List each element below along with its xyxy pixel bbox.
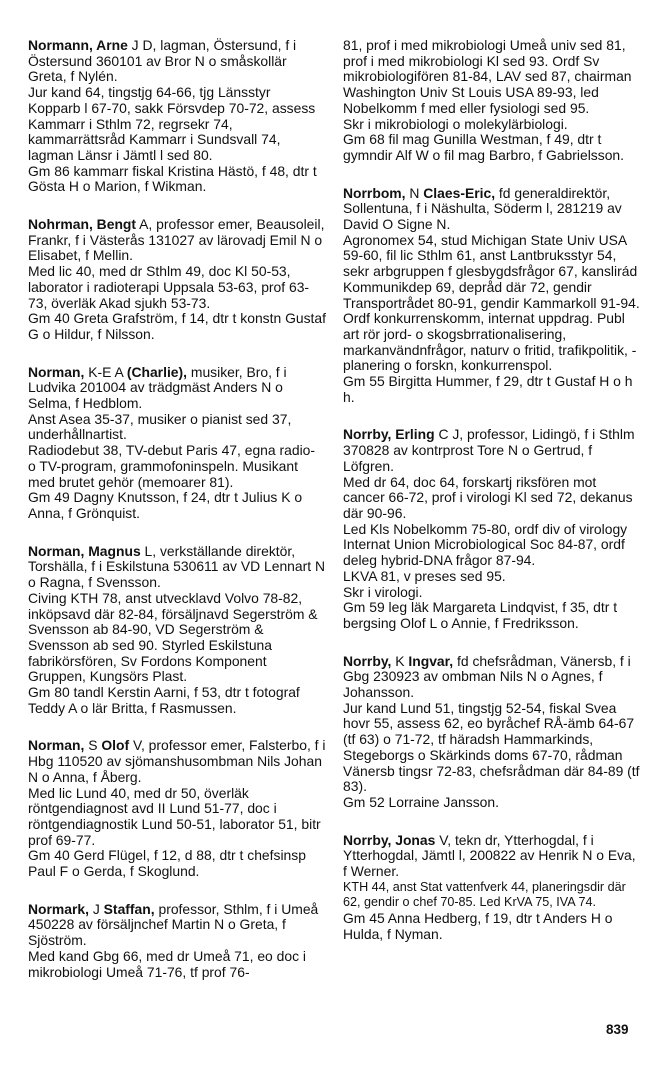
entry-line: Radiodebut 38, TV-debut Paris 47, egna radio- o TV-program, grammofoninspeln. Musikant med brutet gehör (memoarer 81).	[28, 442, 316, 490]
entry-line: Gm 80 tandl Kerstin Aarni, f 53, dtr t fotograf Teddy A o lär Britta, f Rasmussen.	[28, 684, 300, 716]
entry-line: KTH 44, anst Stat vattenfverk 44, planeringsdir där 62, gendir o chef 70-85. Led KrVA 75, IVA 74.	[343, 879, 626, 910]
entry-head-text: musiker, Bro, f i Ludvika 201004 av trädgmäst Anders N o Selma, f Hedblom.	[28, 363, 287, 412]
entry-name: Norrby, Jonas	[343, 831, 436, 848]
entry-name: Norman,	[28, 363, 85, 380]
entry-head	[343, 833, 641, 880]
entry-name: Normann, Arne	[28, 37, 128, 53]
entry-line: Med lic 40, med dr Sthlm 49, doc Kl 50-53, laborator i radioterapi Uppsala 53-63, prof 63-73, överläk Akad sjukh 53-73.	[28, 263, 310, 311]
entry-head	[28, 365, 326, 412]
entry-head	[343, 427, 641, 474]
entry-head	[28, 738, 326, 785]
right-column	[343, 38, 641, 965]
entry-line: Gm 59 leg läk Margareta Lindqvist, f 35, dtr t bergsing Olof L o Annie, f Fredriksson.	[343, 599, 618, 631]
entry-head	[343, 186, 641, 233]
entry-called-name: Claes-Eric,	[423, 184, 496, 201]
entry-line: LKVA 81, v preses sed 95.	[343, 567, 506, 584]
entry-line: Gm 86 kammarr fiskal Kristina Hästö, f 48, dtr t Gösta H o Marion, f Wikman.	[28, 162, 317, 195]
entry-head-text: V, professor emer, Falsterbo, f i Hbg 110520 av sjömanshusombman Nils Johan N o Anna, f Åberg.	[28, 737, 326, 785]
entry-line: Agronomex 54, stud Michigan State Univ USA 59-60, fil lic Sthlm 61, anst Lantbruksstyr 54, sekr arbgruppen f glesbygdsfrågor 67, kanslirád Kommunikdep 69, depråd där 72, gendir Transportrådet 80-91, gendir Kammarkoll 91-94.	[343, 231, 640, 311]
entry-line: 81, prof i med mikrobiologi Umeå univ sed 81, prof i med mikrobiologi Kl sed 93. Ordf Sv mikrobiologifören 81-84, LAV sed 87, chairman Washington Univ St Louis USA 89-93, led Nobelkomm f med eller fysiologi sed 95.	[343, 37, 632, 116]
entry-head	[28, 38, 326, 85]
entry-name: Norrby,	[343, 652, 392, 669]
entry-head-text: fd generaldirektör, Sollentuna, f i Näshulta, Söderm l, 281219 av David O Signe N.	[343, 184, 622, 233]
entry-norman-olof	[28, 738, 326, 879]
entry-line: Med dr 64, doc 64, forskartj riksfören mot cancer 66-72, prof i virologi Kl sed 72, dekanus där 90-96.	[343, 473, 633, 521]
entry-line: Gm 45 Anna Hedberg, f 19, dtr t Anders H o Hulda, f Nyman.	[343, 910, 613, 942]
entry-norrby-ingvar	[343, 654, 641, 811]
entry-head-text: C J, professor, Lidingö, f i Sthlm 370828 av kontrprost Tore N o Gertrud, f Löfgren.	[343, 426, 635, 474]
entry-name: Norrbom,	[343, 184, 406, 201]
entry-initials: K-E A	[84, 363, 127, 380]
entry-head-text: fd chefsrådman, Vänersb, f i Gbg 230923 av ombman Nils N o Agnes, f Johansson.	[343, 652, 631, 701]
entry-line: Med kand Gbg 66, med dr Umeå 71, eo doc i mikrobiologi Umeå 71-76, tf prof 76-	[28, 947, 306, 980]
entry-line: Ordf konkurrenskomm, internat uppdrag. Publ art rör jord- o skogsbrrationalisering, markanvändnfrågor, naturv o fritid, trafikpolitik, -planering o forskn, konkurrenspol.	[343, 310, 637, 374]
entry-normark-staffan	[28, 902, 326, 981]
entry-norrby-erling	[343, 427, 641, 631]
entry-head-text: J D, lagman, Östersund, f i Östersund 360101 av Bror N o småskollär Greta, f Nylén.	[28, 37, 297, 85]
entry-line: Gm 55 Birgitta Hummer, f 29, dtr t Gustaf H o h h.	[343, 373, 633, 405]
entry-norman-charlie	[28, 365, 326, 522]
entry-called-name: Staffan,	[103, 900, 155, 917]
entry-name: Norrby, Erling	[343, 426, 435, 443]
entry-head	[343, 654, 641, 701]
entry-head-text: A, professor emer, Beausoleil, Frankr, f i Västerås 131027 av lärovadj Emil N o Elisabet, f Mellin.	[28, 216, 325, 264]
entry-initials: S	[84, 737, 102, 754]
entry-line: Skr i mikrobiologi o molekylärbiologi.	[343, 115, 568, 132]
entry-head-text: V, tekn dr, Ytterhogdal, f i Ytterhogdal, Jämtl l, 200822 av Henrik N o Eva, f Werner.	[343, 831, 636, 880]
entry-nohrman-bengt	[28, 217, 326, 343]
entry-line: Med lic Lund 40, med dr 50, överläk röntgendiagnost avd II Lund 51-77, doc i röntgendiagnostik Lund 50-51, laborator 51, bitr prof 69-77.	[28, 784, 321, 848]
entry-name: Norman, Magnus	[28, 542, 141, 559]
page-number: 839	[606, 1022, 629, 1037]
entry-head	[28, 544, 326, 591]
entry-line: Skr i virologi.	[343, 583, 423, 600]
entry-line: Gm 40 Greta Grafström, f 14, dtr t konstn Gustaf G o Hildur, f Nilsson.	[28, 310, 326, 342]
entry-line: Civing KTH 78, anst utvecklavd Volvo 78-82, inköpsavd där 82-84, försäljnavd Segerström & Svensson ab 84-90, VD Segerström & Svensson ab sed 90. Styrled Eskilstuna fabrikörsfören, Sv Fordons Komponent Gruppen, Kungsörs Plast.	[28, 589, 318, 685]
entry-initials: J	[89, 900, 104, 917]
entry-head-text: professor, Sthlm, f i Umeå 450228 av försäljnchef Martin N o Greta, f Sjöström.	[28, 900, 319, 949]
entry-line: Jur kand 64, tingstjg 64-66, tjg Länsstyr Kopparb l 67-70, sakk Försvdep 70-72, assess Kammarr i Sthlm 72, regrsekr 74, kammarrättsråd Kammarr i Sundsvall 74, lagman Länsr i Jämtl l sed 80.	[28, 84, 316, 163]
entry-line: Gm 40 Gerd Flügel, f 12, d 88, dtr t chefsinsp Paul F o Gerda, f Skoglund.	[28, 847, 306, 880]
entry-line: Jur kand Lund 51, tingstjg 52-54, fiskal Svea hovr 55, assess 62, eo byråchef RÅ-ämb 64-67 (tf 63) o 71-72, tf häradsh Hammarkinds, Stegeborgs o Skärkinds doms 67-70, rådman Vänersb tingsr 72-83, chefsrådman där 84-89 (tf 83).	[343, 699, 640, 795]
entry-line: Anst Asea 35-37, musiker o pianist sed 37, underhållnartist.	[28, 410, 292, 443]
entry-name: Normark,	[28, 900, 89, 917]
entry-name: Norman,	[28, 737, 85, 754]
entry-head-text: L, verkställande direktör, Torshälla, f i Eskilstuna 530611 av VD Lennart N o Ragna, f Svensson.	[28, 542, 326, 591]
entry-initials: N	[405, 184, 424, 201]
entry-norrby-jonas	[343, 833, 641, 943]
entry-called-name: (Charlie),	[126, 363, 188, 380]
entry-line: Gm 52 Lorraine Jansson.	[343, 793, 499, 810]
entry-called-name: Olof	[101, 737, 130, 754]
entry-called-name: Ingvar,	[408, 652, 454, 669]
entry-initials: K	[391, 652, 409, 669]
entry-head	[28, 217, 326, 264]
entry-normann-arne	[28, 38, 326, 195]
entry-normark-staffan-continued	[343, 38, 641, 164]
entry-norrbom-claes-eric	[343, 186, 641, 406]
entry-name: Nohrman, Bengt	[28, 216, 137, 233]
entry-norman-magnus	[28, 544, 326, 717]
entry-line: Gm 49 Dagny Knutsson, f 24, dtr t Julius K o Anna, f Grönquist.	[28, 489, 303, 521]
left-column	[28, 38, 326, 1002]
entry-line: Gm 68 fil mag Gunilla Westman, f 49, dtr t gymndir Alf W o fil mag Barbro, f Gabrielsson.	[343, 131, 625, 163]
entry-head	[28, 902, 326, 949]
entry-line: Led Kls Nobelkomm 75-80, ordf div of virology Internat Union Microbiological Soc 84-87, ordf deleg hybrid-DNA frågor 87-94.	[343, 520, 628, 569]
